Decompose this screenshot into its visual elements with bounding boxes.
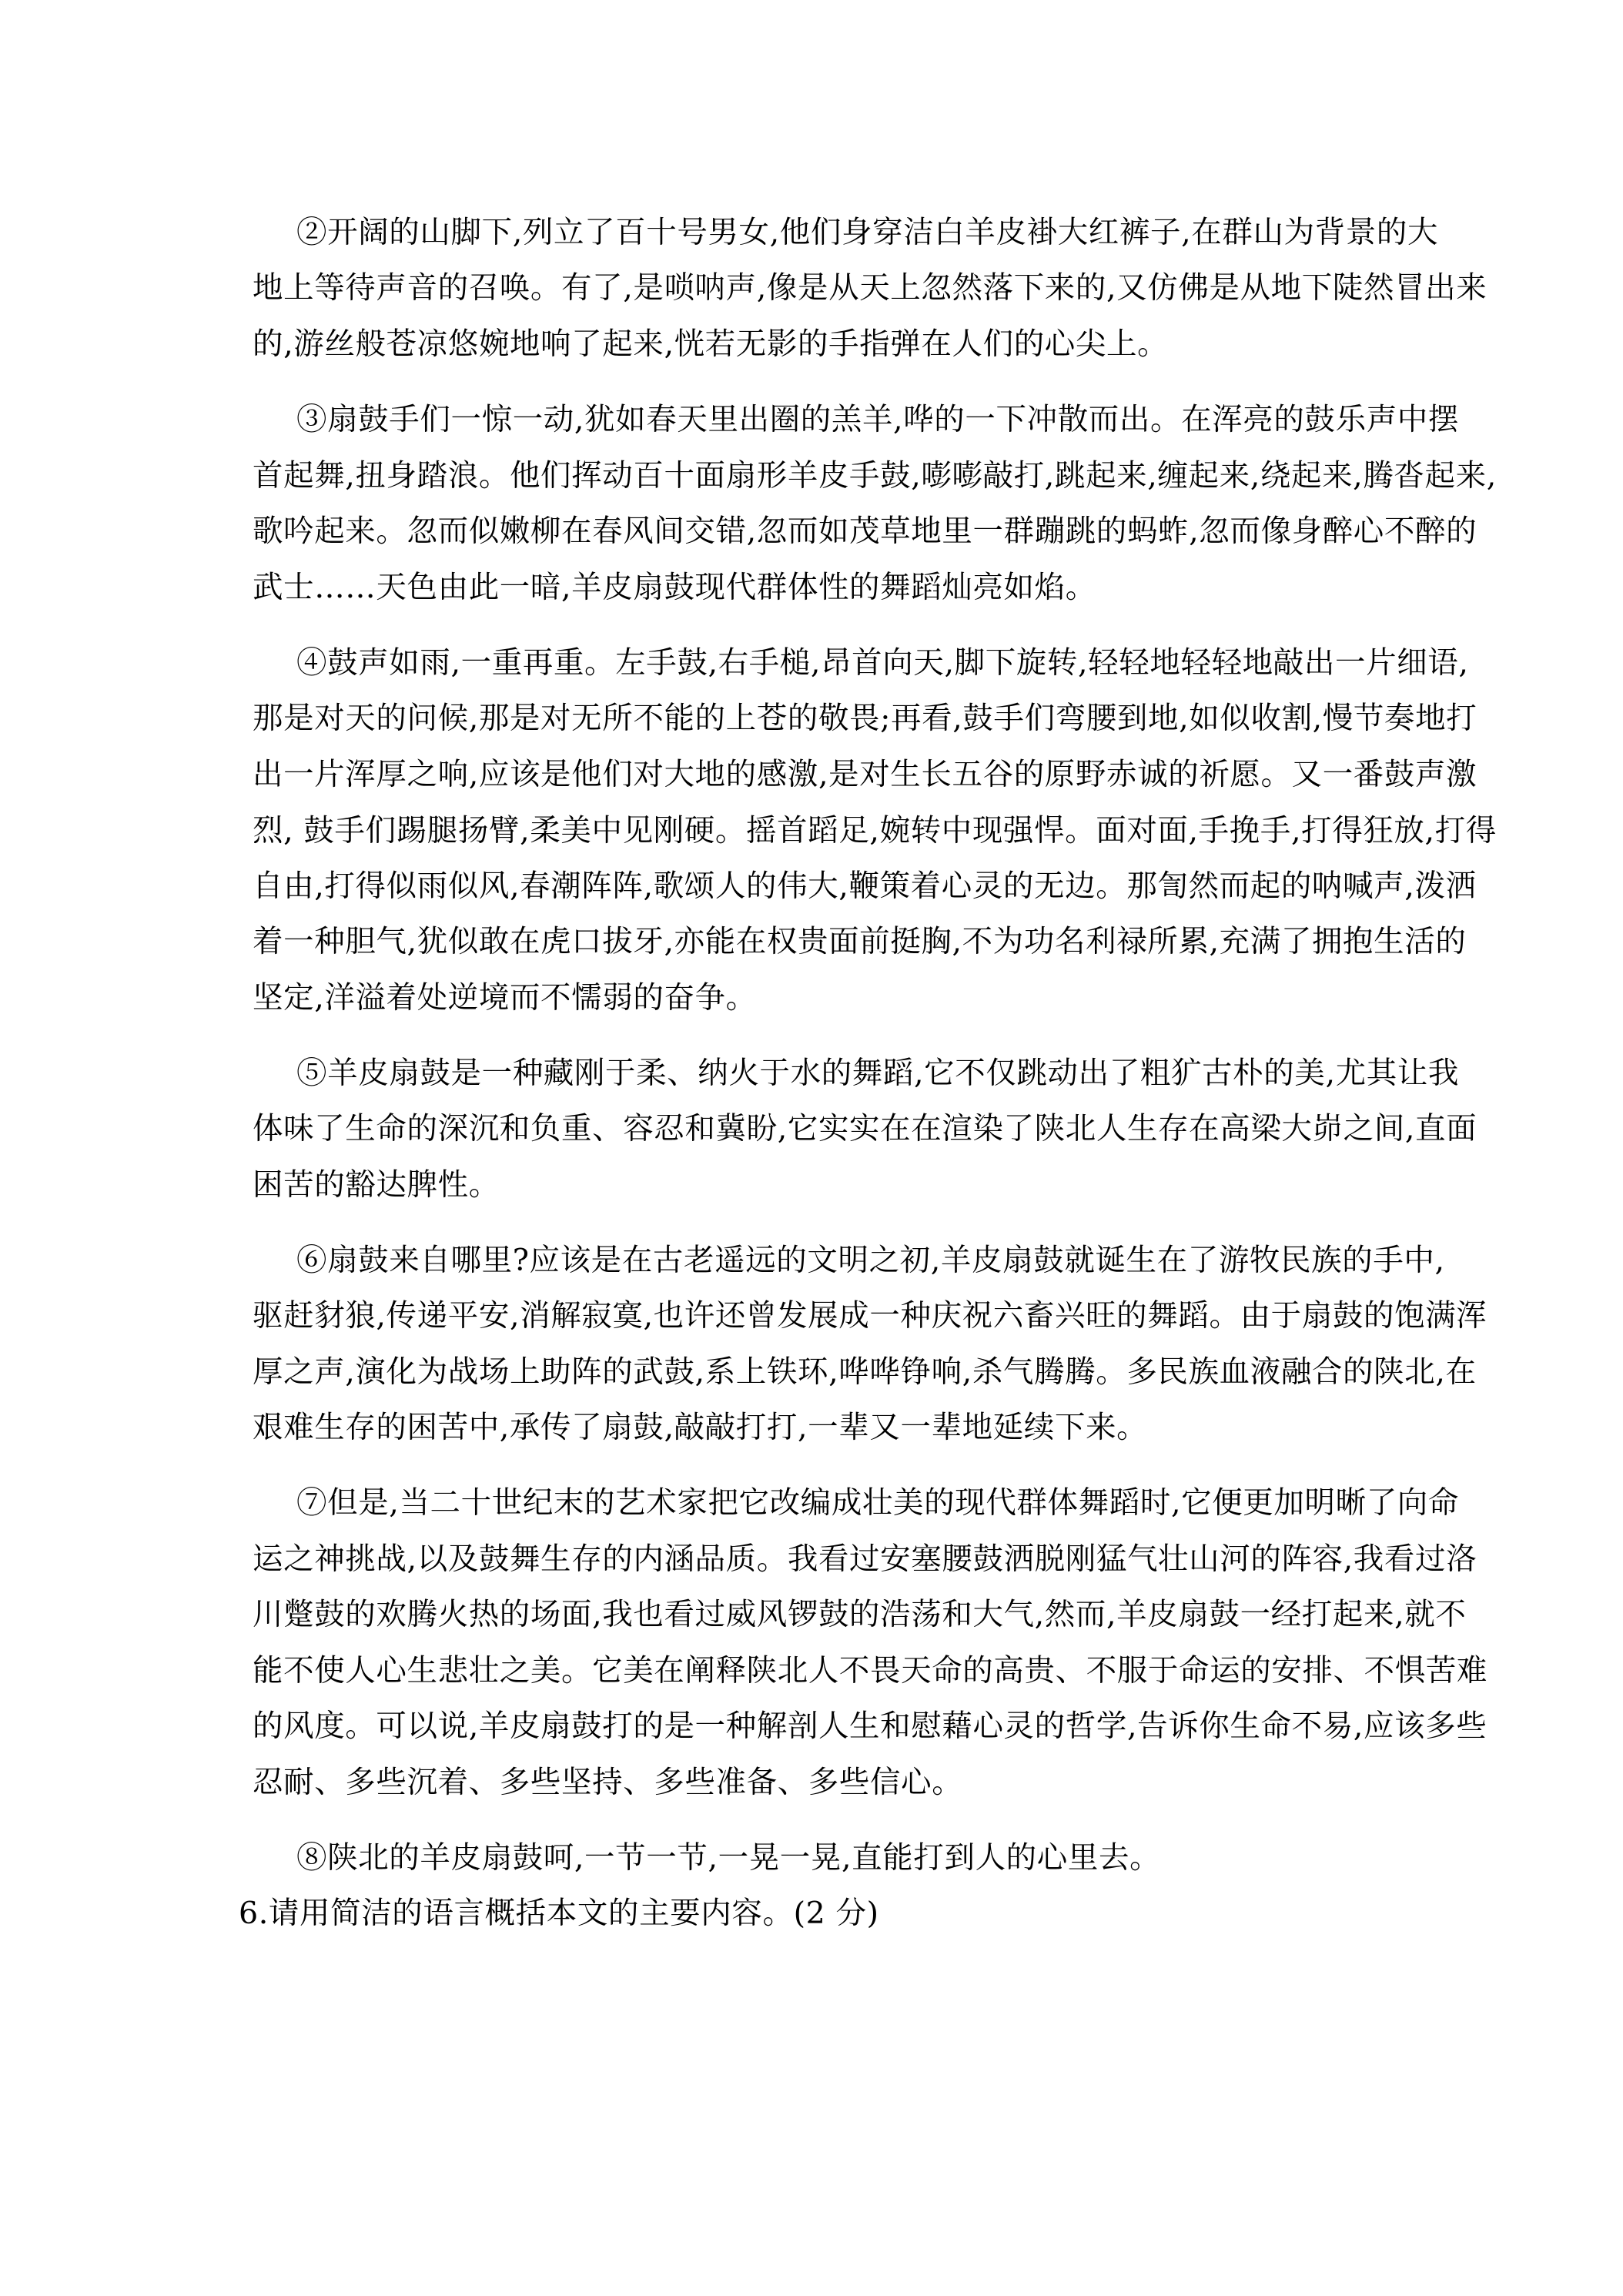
text-line: 困苦的豁达脾性。 (253, 1167, 500, 1203)
text-line: 艰难生存的困苦中,承传了扇鼓,敲敲打打,一辈又一辈地延续下来。 (253, 1410, 1148, 1445)
text-line: 能不使人心生悲壮之美。它美在阐释陕北人不畏天命的高贵、不服于命运的安排、不惧苦难 (253, 1653, 1487, 1689)
text-line: 首起舞,扭身踏浪。他们挥动百十面扇形羊皮手鼓,嘭嘭敲打,跳起来,缠起来,绕起来,腾沓起来, (253, 458, 1497, 494)
text-line: ⑤羊皮扇鼓是一种藏刚于柔、纳火于水的舞蹈,它不仅跳动出了粗犷古朴的美,尤其让我 (296, 1056, 1460, 1091)
text-line: 体味了生命的深沉和负重、容忍和冀盼,它实实在在渲染了陕北人生存在高梁大峁之间,直面 (253, 1111, 1477, 1146)
text-line: 川蹩鼓的欢腾火热的场面,我也看过威风锣鼓的浩荡和大气,然而,羊皮扇鼓一经打起来,就不 (253, 1597, 1467, 1632)
text-line: ⑥扇鼓来自哪里?应该是在古老遥远的文明之初,羊皮扇鼓就诞生在了游牧民族的手中, (296, 1243, 1445, 1278)
text-line: 驱赶豺狼,传递平安,消解寂寞,也许还曾发展成一种庆祝六畜兴旺的舞蹈。由于扇鼓的饱满浑 (253, 1298, 1487, 1334)
text-line: 出一片浑厚之响,应该是他们对大地的感激,是对生长五谷的原野赤诚的祈愿。又一番鼓声激 (253, 757, 1477, 792)
text-line: ⑦但是,当二十世纪末的艺术家把它改编成壮美的现代群体舞蹈时,它便更加明晰了向命 (296, 1485, 1460, 1521)
text-line: 烈, 鼓手们踢腿扬臂,柔美中见刚硬。摇首蹈足,婉转中现强悍。面对面,手挽手,打得狂放,打得 (253, 813, 1497, 848)
text-line: 着一种胆气,犹似敢在虎口拔牙,亦能在权贵面前挺胸,不为功名利禄所累,充满了拥抱生活的 (253, 924, 1467, 959)
text-line: 厚之声,演化为战场上助阵的武鼓,系上铁环,哗哗铮响,杀气腾腾。多民族血液融合的陕北,在 (253, 1354, 1477, 1390)
text-line: 歌吟起来。忽而似嫩柳在春风间交错,忽而如茂草地里一群蹦跳的蚂蚱,忽而像身醉心不醉的 (253, 514, 1477, 549)
text-line: ④鼓声如雨,一重再重。左手鼓,右手槌,昂首向天,脚下旋转,轻轻地轻轻地敲出一片细语, (296, 645, 1469, 681)
text-line: ⑧陕北的羊皮扇鼓呵,一节一节,一晃一晃,直能打到人的心里去。 (296, 1840, 1161, 1876)
text-line: ③扇鼓手们一惊一动,犹如春天里出圈的羔羊,哗的一下冲散而出。在浑亮的鼓乐声中摆 (296, 402, 1460, 437)
text-line: 那是对天的问候,那是对无所不能的上苍的敬畏;再看,鼓手们弯腰到地,如似收割,慢节奏地打 (253, 701, 1477, 736)
question-6: 6.请用简洁的语言概括本文的主要内容。(2 分) (239, 1896, 879, 1931)
text-line: 运之神挑战,以及鼓舞生存的内涵品质。我看过安塞腰鼓洒脱刚猛气壮山河的阵容,我看过洛 (253, 1541, 1477, 1577)
text-line: 的风度。可以说,羊皮扇鼓打的是一种解剖人生和慰藉心灵的哲学,告诉你生命不易,应该多些 (253, 1709, 1487, 1744)
text-line: 忍耐、多些沉着、多些坚持、多些准备、多些信心。 (253, 1765, 963, 1800)
text-line: 坚定,洋溢着处逆境而不懦弱的奋争。 (253, 980, 757, 1016)
text-line: 武士……天色由此一暗,羊皮扇鼓现代群体性的舞蹈灿亮如焰。 (253, 570, 1096, 605)
text-line: 地上等待声音的召唤。有了,是唢呐声,像是从天上忽然落下来的,又仿佛是从地下陡然冒出来 (253, 270, 1487, 306)
text-line: 自由,打得似雨似风,春潮阵阵,歌颂人的伟大,鞭策着心灵的无边。那訇然而起的呐喊声,泼洒 (253, 869, 1477, 904)
text-line: 的,游丝般苍凉悠婉地响了起来,恍若无影的手指弹在人们的心尖上。 (253, 326, 1169, 362)
text-line: ②开阔的山脚下,列立了百十号男女,他们身穿洁白羊皮褂大红裤子,在群山为背景的大 (296, 215, 1439, 250)
